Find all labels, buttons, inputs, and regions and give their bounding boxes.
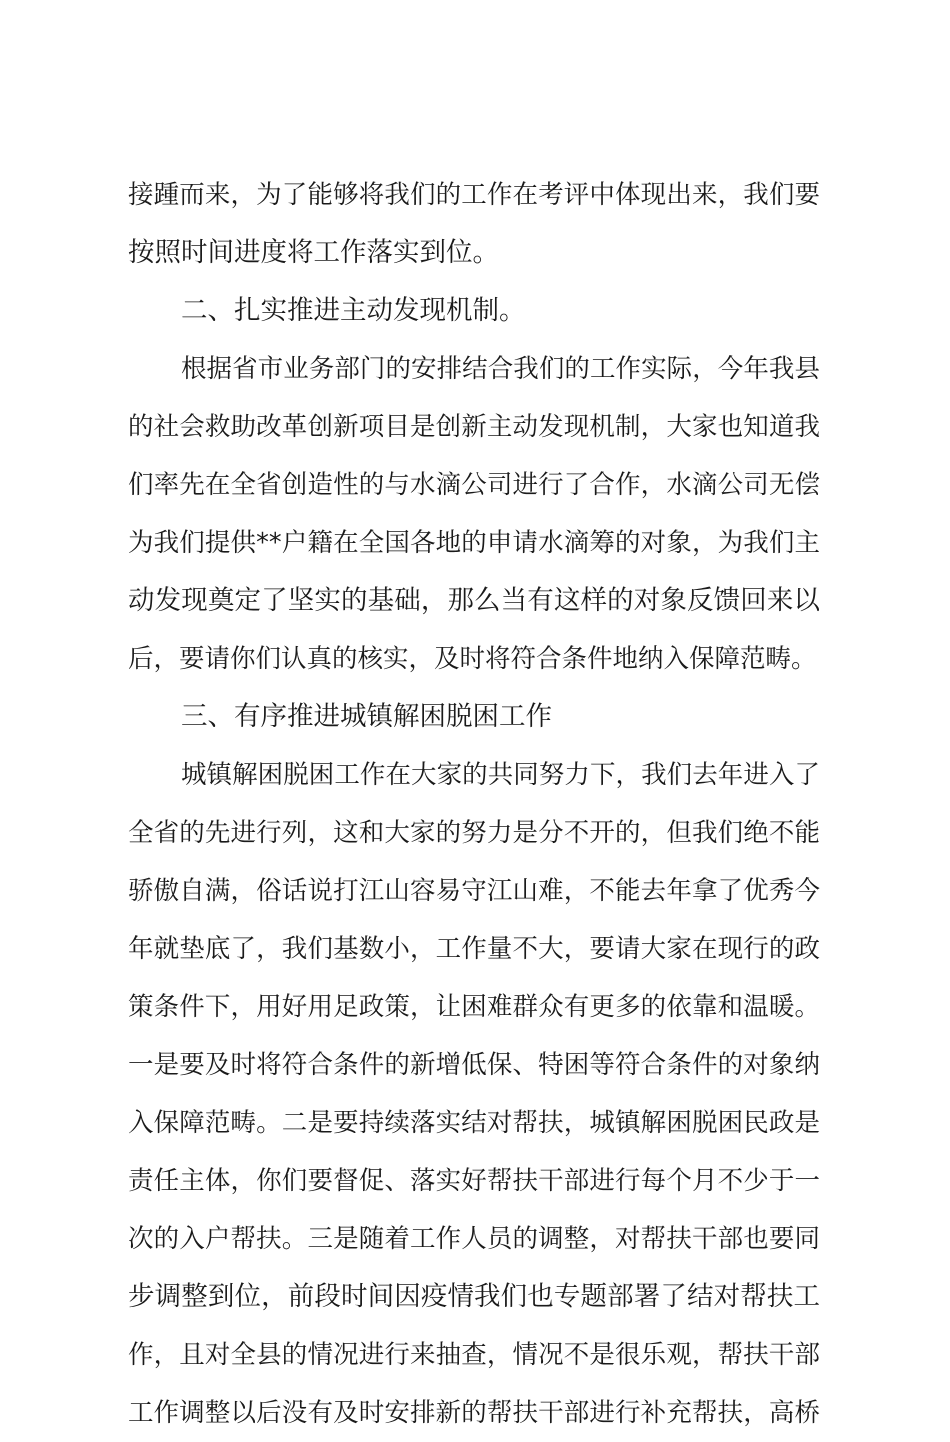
text-line: 骄傲自满，俗话说打江山容易守江山难，不能去年拿了优秀今 [128, 876, 820, 906]
text-line: 步调整到位，前段时间因疫情我们也专题部署了结对帮扶工 [128, 1281, 820, 1312]
document-body [128, 166, 820, 1442]
text-line: 策条件下，用好用足政策，让困难群众有更多的依靠和温暖。 [128, 992, 820, 1022]
text-line: 年就垫底了，我们基数小，工作量不大，要请大家在现行的政 [128, 934, 820, 964]
section-heading: 二、扎实推进主动发现机制。 [181, 295, 526, 326]
text-line: 作，且对全县的情况进行来抽查，情况不是很乐观，帮扶干部 [128, 1340, 820, 1370]
text-line: 接踵而来，为了能够将我们的工作在考评中体现出来，我们要 [128, 180, 820, 210]
text-line: 动发现奠定了坚实的基础，那么当有这样的对象反馈回来以 [128, 585, 820, 616]
text-line: 全省的先进行列，这和大家的努力是分不开的，但我们绝不能 [128, 818, 820, 848]
text-line: 工作调整以后没有及时安排新的帮扶干部进行补充帮扶，高桥 [128, 1398, 820, 1428]
text-line: 一是要及时将符合条件的新增低保、特困等符合条件的对象纳 [128, 1050, 820, 1080]
text-line: 城镇解困脱困工作在大家的共同努力下，我们去年进入了 [181, 760, 820, 790]
text-line: 们率先在全省创造性的与水滴公司进行了合作，水滴公司无偿 [128, 470, 820, 500]
text-line: 按照时间进度将工作落实到位。 [128, 237, 499, 268]
text-line: 根据省市业务部门的安排结合我们的工作实际，今年我县 [181, 354, 820, 384]
text-line: 为我们提供**户籍在全国各地的申请水滴筹的对象，为我们主 [128, 528, 820, 558]
text-line: 次的入户帮扶。三是随着工作人员的调整，对帮扶干部也要同 [128, 1224, 820, 1254]
section-heading: 三、有序推进城镇解困脱困工作 [181, 701, 552, 732]
text-line: 后，要请你们认真的核实，及时将符合条件地纳入保障范畴。 [128, 644, 817, 674]
text-line: 入保障范畴。二是要持续落实结对帮扶，城镇解困脱困民政是 [128, 1108, 820, 1138]
text-line: 的社会救助改革创新项目是创新主动发现机制，大家也知道我 [128, 412, 820, 442]
text-line: 责任主体，你们要督促、落实好帮扶干部进行每个月不少于一 [128, 1166, 820, 1196]
